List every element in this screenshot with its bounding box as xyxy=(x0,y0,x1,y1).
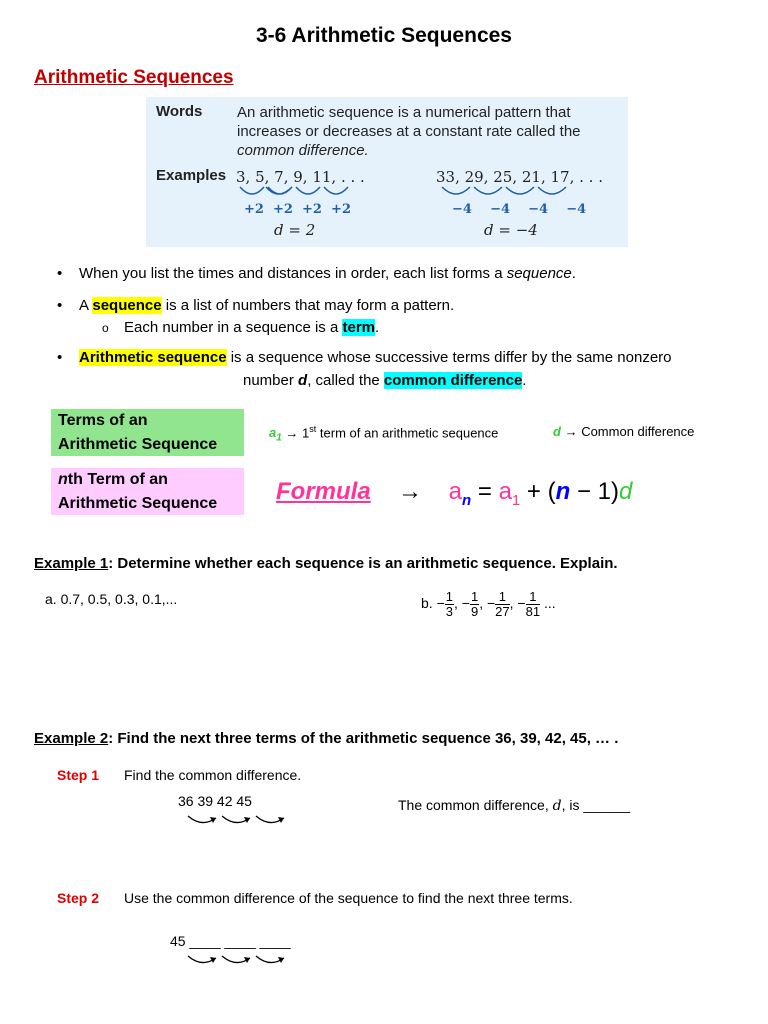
fraction-sign: − xyxy=(461,595,470,612)
sub-bullet-term xyxy=(124,318,379,338)
bullet-italic: sequence xyxy=(506,265,572,282)
comma: , xyxy=(479,595,487,612)
bullet-text: A xyxy=(79,297,89,314)
formula-d: d xyxy=(618,478,633,505)
example-2-text: : Find the next three terms of the arithmetic sequence 36, 39, 42, 45, … . xyxy=(108,730,619,747)
highlight-common-difference: common difference xyxy=(383,372,523,389)
d-text: → Common difference xyxy=(564,424,695,439)
a1-definition xyxy=(269,424,498,444)
examples-label: Examples xyxy=(156,167,227,184)
diff-4: +2 xyxy=(331,202,351,217)
fraction-denominator: 9 xyxy=(470,604,479,619)
a1-sup: st xyxy=(309,424,317,434)
sequence-2-differences xyxy=(452,202,586,217)
highlight-sequence: sequence xyxy=(92,297,162,314)
terms-box xyxy=(51,409,244,456)
example-2-label: Example 2 xyxy=(34,730,109,747)
step-2-sequence: 45 ____ ____ ____ xyxy=(170,933,291,949)
step-1-sequence: 36 39 42 45 xyxy=(178,793,252,809)
bullet-arithmetic-def xyxy=(79,348,739,368)
fraction-term xyxy=(517,589,541,619)
fraction-denominator: 81 xyxy=(525,604,541,619)
nth-term-formula xyxy=(398,478,632,509)
fraction-numerator: 1 xyxy=(470,589,479,604)
diff-2: +2 xyxy=(273,202,293,217)
example-1b-ellipsis: ... xyxy=(543,595,556,612)
formula-label: Formula xyxy=(276,478,371,505)
d-definition xyxy=(553,424,694,439)
step-2-arrows-icon xyxy=(186,952,301,970)
example-1-text: : Determine whether each sequence is an arithmetic sequence. Explain. xyxy=(108,555,618,572)
step-1-text: Find the common difference. xyxy=(124,767,302,783)
page-title: 3-6 Arithmetic Sequences xyxy=(256,24,512,47)
diff-3: +2 xyxy=(302,202,322,217)
step-2-text: Use the common difference of the sequence to find the next three terms. xyxy=(124,890,573,906)
formula-plus: + ( xyxy=(520,478,556,505)
formula-n: n xyxy=(555,478,571,505)
fraction xyxy=(445,590,454,619)
a1-text: term of an arithmetic sequence xyxy=(319,425,499,441)
bullet-sequence-def xyxy=(79,296,454,316)
example-1-heading xyxy=(34,555,618,572)
words-text-main: An arithmetic sequence is a numerical pattern that increases or decreases at a constant rate called the xyxy=(237,104,581,140)
example-2-heading xyxy=(34,730,618,747)
bullet-text: , called the xyxy=(307,372,380,389)
nth-text: th Term of an xyxy=(67,471,168,488)
a1-symbol: a xyxy=(269,425,277,441)
fraction xyxy=(495,590,509,619)
comma: , xyxy=(454,595,462,612)
highlight-term: term xyxy=(342,319,375,336)
step-1-label: Step 1 xyxy=(57,767,100,783)
example-sequence-1: 3, 5, 7, 9, 11, . . . xyxy=(236,168,365,186)
diff-2: −4 xyxy=(490,202,511,217)
fraction-term xyxy=(436,589,462,619)
words-text xyxy=(237,103,627,160)
terms-box-line2: Arithmetic Sequence xyxy=(58,436,218,453)
step-2-label: Step 2 xyxy=(57,890,100,906)
example-1a: a. 0.7, 0.5, 0.3, 0.1,... xyxy=(45,591,178,607)
formula-a1: a xyxy=(498,478,512,505)
bullet-text: is a list of numbers that may form a pattern. xyxy=(165,297,455,314)
fraction-denominator: 3 xyxy=(445,604,453,619)
terms-box-line1: Terms of an xyxy=(58,412,148,429)
bullet-punct: . xyxy=(571,265,576,282)
formula-a: a xyxy=(448,478,463,505)
formula-n-sub: n xyxy=(462,491,472,509)
step-1-common-difference xyxy=(398,797,630,814)
example-1b-fractions xyxy=(436,589,541,619)
highlight-arithmetic-sequence: Arithmetic sequence xyxy=(79,349,227,366)
fraction-numerator: 1 xyxy=(495,590,509,605)
fraction-numerator: 1 xyxy=(526,590,540,605)
diff-3: −4 xyxy=(528,202,549,217)
fraction-term xyxy=(486,589,518,619)
sequence-1-arrows-icon xyxy=(238,183,368,201)
bullet-punct: . xyxy=(522,372,527,389)
fraction xyxy=(526,590,540,619)
sequence-2-d: d = −4 xyxy=(484,221,538,239)
nth-term-box xyxy=(51,468,244,515)
words-label: Words xyxy=(156,103,203,120)
comma: , xyxy=(509,595,518,612)
step-1-arrows-icon xyxy=(186,812,301,830)
section-heading: Arithmetic Sequences xyxy=(34,67,234,88)
fraction-term xyxy=(461,589,487,619)
sequence-1-differences xyxy=(244,202,351,217)
formula-minus: − 1) xyxy=(570,478,619,505)
bullet-punct: . xyxy=(375,319,380,336)
a1-arrow: → 1 xyxy=(285,425,310,441)
example-1-label: Example 1 xyxy=(34,555,109,572)
example-sequence-2: 33, 29, 25, 21, 17, . . . xyxy=(436,168,603,186)
fraction-sign: − xyxy=(436,595,445,612)
diff-1: −4 xyxy=(452,202,472,217)
fraction-denominator: 27 xyxy=(495,604,510,619)
fraction-numerator: 1 xyxy=(445,589,453,604)
d-symbol: d xyxy=(553,424,561,439)
bullet-text: number xyxy=(243,372,294,389)
sequence-2-arrows-icon xyxy=(438,183,588,201)
n-italic: n xyxy=(58,471,68,488)
nth-term-box-line1 xyxy=(58,468,244,492)
diff-4: −4 xyxy=(566,202,587,217)
fraction xyxy=(470,590,479,619)
sequence-1-d: d = 2 xyxy=(274,221,316,239)
bullet-text: Each number in a sequence is a xyxy=(124,319,339,336)
words-text-italic: common difference. xyxy=(237,142,369,159)
formula-eq: = xyxy=(471,478,499,505)
fraction-sign: − xyxy=(517,595,526,612)
textbook-definition-box xyxy=(146,97,628,247)
example-1b-label: b. xyxy=(421,595,433,612)
bullet-text: When you list the times and distances in order, each list forms a xyxy=(79,265,503,282)
cd-d: d xyxy=(552,798,562,814)
variable-d: d xyxy=(298,372,308,389)
a1-subscript: 1 xyxy=(276,432,282,444)
nth-term-box-line2: Arithmetic Sequence xyxy=(58,495,218,512)
bullet-arithmetic-def-line2 xyxy=(243,371,526,391)
diff-1: +2 xyxy=(244,202,264,217)
cd-blank: , is ______ xyxy=(561,797,631,813)
fraction-sign: − xyxy=(486,595,496,612)
cd-text: The common difference, xyxy=(398,797,549,813)
bullet-text: is a sequence whose successive terms differ by the same nonzero xyxy=(230,349,672,366)
example-1b xyxy=(421,590,556,619)
formula-1-sub: 1 xyxy=(511,491,521,509)
arrow-icon: → xyxy=(398,478,422,505)
bullet-sequence-intro xyxy=(79,264,576,284)
